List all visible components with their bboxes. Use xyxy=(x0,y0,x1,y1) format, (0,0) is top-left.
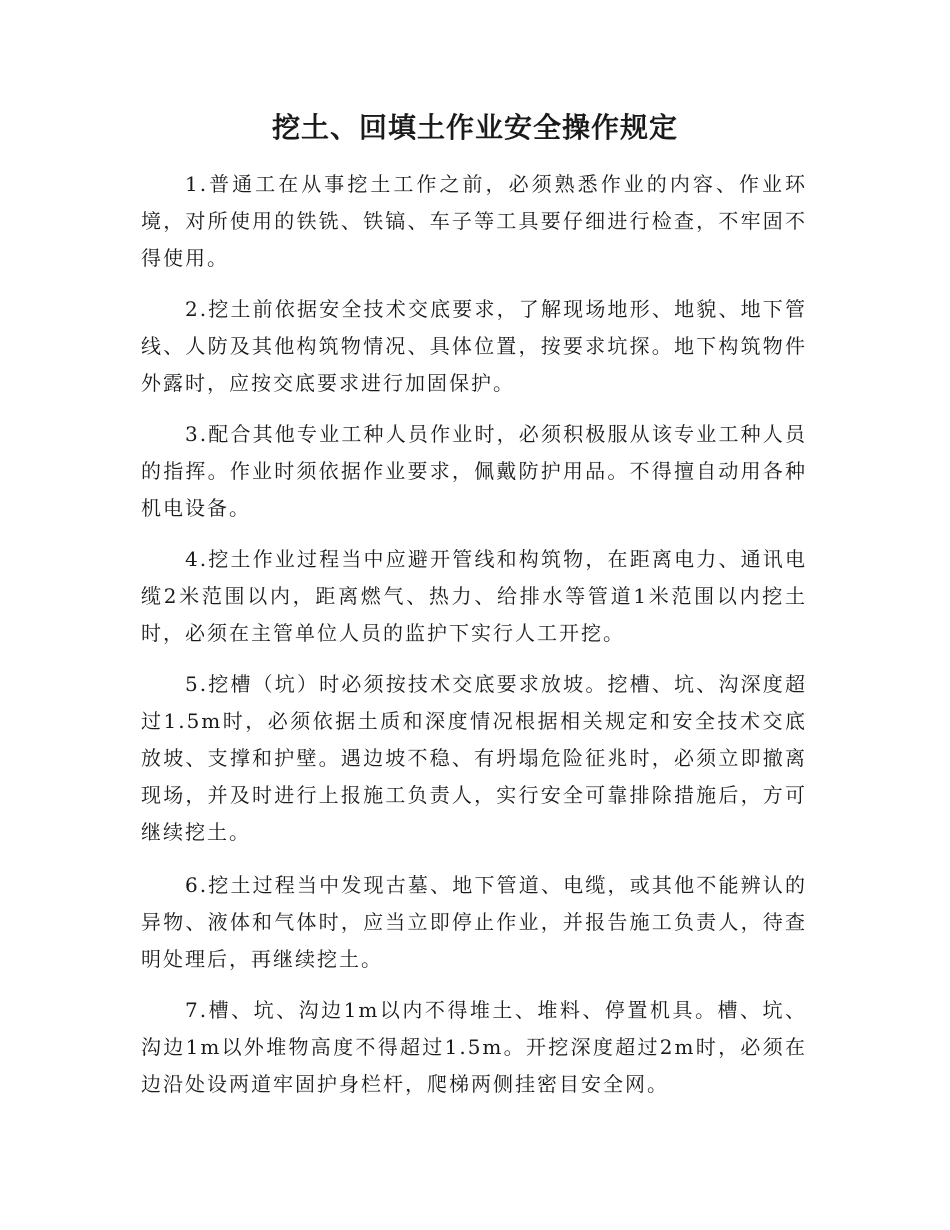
rule-paragraph-4: 4.挖土作业过程当中应避开管线和构筑物，在距离电力、通讯电缆2米范围以内，距离燃气、热力、给排水等管道1米范围以内挖土时，必须在主管单位人员的监护下实行人工开挖。 xyxy=(141,547,807,645)
rule-paragraph-5: 5.挖槽（坑）时必须按技术交底要求放坡。挖槽、坑、沟深度超过1.5m时，必须依据土质和深度情况根据相关规定和安全技术交底放坡、支撑和护壁。遇边坡不稳、有坍塌危险征兆时，必须立即撤离现场，并及时进行上报施工负责人，实行安全可靠排除措施后，方可继续挖土。 xyxy=(141,672,807,844)
rule-paragraph-2: 2.挖土前依据安全技术交底要求，了解现场地形、地貌、地下管线、人防及其他构筑物情况、具体位置，按要求坑探。地下构筑物件外露时，应按交底要求进行加固保护。 xyxy=(141,297,807,395)
document-title: 挖土、回填土作业安全操作规定 xyxy=(271,111,678,144)
rule-paragraph-3: 3.配合其他专业工种人员作业时，必须积极服从该专业工种人员的指挥。作业时须依据作业要求，佩戴防护用品。不得擅自动用各种机电设备。 xyxy=(141,422,807,520)
rule-paragraph-7: 7.槽、坑、沟边1m以内不得堆土、堆料、停置机具。槽、坑、沟边1m以外堆物高度不得超过1.5m。开挖深度超过2m时，必须在边沿处设两道牢固护身栏杆，爬梯两侧挂密目安全网。 xyxy=(141,998,807,1096)
rule-paragraph-6: 6.挖土过程当中发现古墓、地下管道、电缆，或其他不能辨认的异物、液体和气体时，应当立即停止作业，并报告施工负责人，待查明处理后，再继续挖土。 xyxy=(141,873,807,971)
rule-paragraph-1: 1.普通工在从事挖土工作之前，必须熟悉作业的内容、作业环境，对所使用的铁铣、铁镐、车子等工具要仔细进行检查，不牢固不得使用。 xyxy=(141,172,807,270)
